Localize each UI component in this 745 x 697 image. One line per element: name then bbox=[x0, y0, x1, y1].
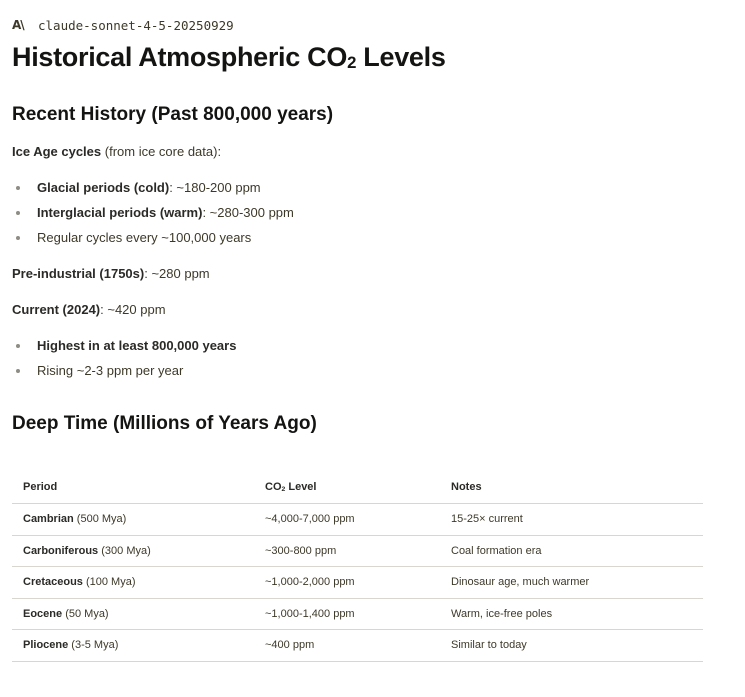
cell-co2: ~4,000-7,000 ppm bbox=[254, 504, 440, 536]
period-age: (3-5 Mya) bbox=[68, 639, 119, 652]
cell-notes: Dinosaur age, much warmer bbox=[440, 567, 703, 599]
co2-history-table bbox=[12, 471, 703, 662]
header-notes: Notes bbox=[440, 471, 703, 504]
bullet-bold: Glacial periods (cold) bbox=[37, 180, 170, 195]
cell-period bbox=[12, 567, 254, 599]
table-row bbox=[12, 504, 703, 536]
period-name: Carboniferous bbox=[23, 544, 99, 557]
current-value: : ~420 ppm bbox=[100, 302, 166, 317]
current-label: Current (2024) bbox=[12, 302, 101, 317]
cell-period bbox=[12, 598, 254, 630]
period-age: (50 Mya) bbox=[62, 607, 109, 620]
model-name: claude-sonnet-4-5-20250929 bbox=[38, 17, 234, 33]
period-name: Cambrian bbox=[23, 513, 74, 526]
title-main: Historical Atmospheric CO bbox=[12, 42, 348, 72]
period-age: (100 Mya) bbox=[82, 576, 136, 589]
bullet-dot-icon bbox=[16, 369, 20, 373]
period-age: (300 Mya) bbox=[98, 544, 151, 557]
bullet-text: Regular cycles every ~100,000 years bbox=[37, 230, 252, 245]
list-item bbox=[12, 204, 294, 229]
anthropic-logo-icon: A\ bbox=[12, 18, 24, 32]
cell-co2: ~1,000-2,000 ppm bbox=[254, 567, 440, 599]
model-header bbox=[12, 16, 234, 34]
title-rest: Levels bbox=[356, 42, 446, 72]
header-co2-main: CO bbox=[265, 481, 282, 493]
bullet-bold: Interglacial periods (warm) bbox=[37, 205, 203, 220]
cell-notes: 15-25× current bbox=[440, 504, 703, 536]
bullet-text: Rising ~2-3 ppm per year bbox=[37, 363, 184, 378]
period-age: (500 Mya) bbox=[73, 513, 127, 526]
ice-age-bullet-list bbox=[12, 179, 294, 254]
preindustrial-paragraph bbox=[12, 265, 210, 283]
bullet-dot-icon bbox=[16, 186, 20, 190]
recent-history-heading: Recent History (Past 800,000 years) bbox=[12, 104, 334, 125]
preindustrial-value: : ~280 ppm bbox=[144, 266, 210, 281]
period-name: Eocene bbox=[23, 607, 63, 620]
current-bullet-list bbox=[12, 337, 236, 387]
bullet-bold: Highest in at least 800,000 years bbox=[37, 338, 237, 353]
period-name: Cretaceous bbox=[23, 576, 83, 589]
header-co2-rest: Level bbox=[285, 481, 317, 493]
ice-age-label: Ice Age cycles bbox=[12, 144, 102, 159]
ice-age-note: (from ice core data): bbox=[101, 144, 222, 159]
cell-period bbox=[12, 535, 254, 567]
header-co2-sub: 2 bbox=[281, 485, 286, 493]
cell-co2: ~300-800 ppm bbox=[254, 535, 440, 567]
header-period: Period bbox=[12, 471, 254, 504]
bullet-text: : ~180-200 ppm bbox=[169, 180, 261, 195]
deep-time-heading: Deep Time (Millions of Years Ago) bbox=[12, 413, 317, 434]
cell-notes: Similar to today bbox=[440, 630, 703, 662]
table-header-row bbox=[12, 471, 703, 504]
table-row bbox=[12, 630, 703, 662]
table-row bbox=[12, 567, 703, 599]
table-row bbox=[12, 535, 703, 567]
cell-notes: Coal formation era bbox=[440, 535, 703, 567]
list-item bbox=[12, 229, 294, 254]
ice-age-paragraph bbox=[12, 143, 221, 161]
bullet-dot-icon bbox=[16, 211, 20, 215]
bullet-text: : ~280-300 ppm bbox=[202, 205, 294, 220]
list-item bbox=[12, 337, 236, 362]
preindustrial-label: Pre-industrial (1750s) bbox=[12, 266, 145, 281]
list-item bbox=[12, 362, 236, 387]
page-title bbox=[12, 40, 446, 78]
period-name: Pliocene bbox=[23, 639, 69, 652]
current-paragraph bbox=[12, 301, 166, 319]
cell-co2: ~400 ppm bbox=[254, 630, 440, 662]
header-co2-level bbox=[254, 471, 440, 504]
cell-notes: Warm, ice-free poles bbox=[440, 598, 703, 630]
list-item bbox=[12, 179, 294, 204]
bullet-dot-icon bbox=[16, 236, 20, 240]
bullet-dot-icon bbox=[16, 344, 20, 348]
cell-co2: ~1,000-1,400 ppm bbox=[254, 598, 440, 630]
table-row bbox=[12, 598, 703, 630]
title-subscript: 2 bbox=[347, 52, 357, 72]
cell-period bbox=[12, 504, 254, 536]
cell-period bbox=[12, 630, 254, 662]
